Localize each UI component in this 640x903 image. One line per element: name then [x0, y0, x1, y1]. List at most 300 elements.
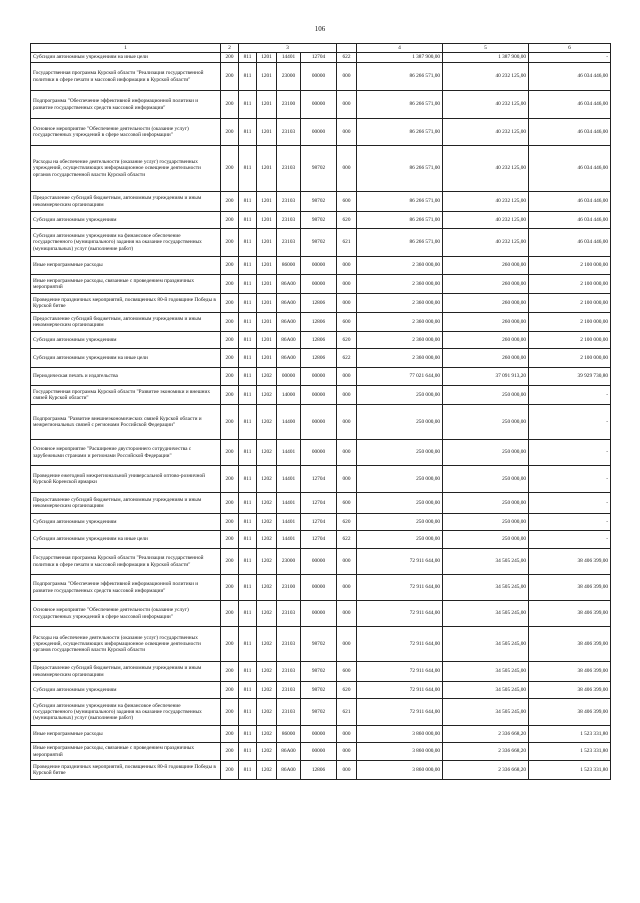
- cell-v1: 86 266 571,00: [357, 229, 443, 257]
- cell-c2: 811: [239, 257, 257, 275]
- cell-c6: 620: [337, 682, 357, 699]
- cell-c4: 14401: [277, 466, 301, 493]
- cell-name: Подпрограмма "Развитие внешнеэкономических связей Курской области и межрегиональных связей с регионами Российской Федерации": [31, 405, 221, 440]
- cell-c6: 000: [337, 549, 357, 575]
- cell-c6: 000: [337, 119, 357, 146]
- cell-c3: 1202: [257, 743, 277, 761]
- cell-v2: 2 336 668,20: [443, 743, 529, 761]
- cell-c4: 23100: [277, 91, 301, 119]
- cell-c6: 620: [337, 332, 357, 349]
- cell-c1: 200: [221, 349, 239, 368]
- cell-c5: 00000: [301, 601, 337, 627]
- cell-c6: 000: [337, 275, 357, 294]
- cell-v3: 46 034 446,00: [529, 146, 611, 192]
- cell-c1: 200: [221, 493, 239, 514]
- cell-c3: 1201: [257, 63, 277, 91]
- table-row: [31, 91, 611, 119]
- cell-v2: 260 000,00: [443, 275, 529, 294]
- cell-c6: 620: [337, 514, 357, 531]
- cell-c4: 23100: [277, 575, 301, 601]
- cell-c4: 23000: [277, 63, 301, 91]
- cell-c1: 200: [221, 514, 239, 531]
- cell-c1: 200: [221, 726, 239, 743]
- cell-c2: 811: [239, 601, 257, 627]
- cell-c6: 000: [337, 257, 357, 275]
- cell-name: Расходы на обеспечение деятельности (оказание услуг) государственных учреждений, осуществляющих информационное освещение деятельности органов государственной власти Курской области: [31, 627, 221, 662]
- cell-c4: 23000: [277, 549, 301, 575]
- cell-c4: 86А00: [277, 294, 301, 313]
- cell-c5: 12806: [301, 294, 337, 313]
- cell-c5: 98702: [301, 212, 337, 229]
- cell-v3: 46 034 446,00: [529, 212, 611, 229]
- cell-c3: 1201: [257, 192, 277, 212]
- header-row: [31, 44, 611, 53]
- cell-v1: 77 021 644,00: [357, 368, 443, 386]
- cell-v1: 86 266 571,00: [357, 212, 443, 229]
- cell-c3: 1202: [257, 627, 277, 662]
- cell-c2: 811: [239, 349, 257, 368]
- cell-name: Субсидии автономным учреждениям: [31, 682, 221, 699]
- cell-v2: 250 000,00: [443, 466, 529, 493]
- table-row: [31, 761, 611, 780]
- cell-c3: 1202: [257, 368, 277, 386]
- table-row: [31, 514, 611, 531]
- cell-c3: 1201: [257, 275, 277, 294]
- cell-name: Субсидии автономным учреждениям на иные цели: [31, 53, 221, 63]
- cell-c5: 12806: [301, 313, 337, 332]
- cell-c3: 1202: [257, 440, 277, 466]
- cell-v3: 38 406 399,00: [529, 601, 611, 627]
- cell-c4: 14401: [277, 53, 301, 63]
- cell-c3: 1202: [257, 575, 277, 601]
- table-row: [31, 386, 611, 405]
- cell-v2: 2 336 668,20: [443, 761, 529, 780]
- cell-v3: 46 034 446,00: [529, 63, 611, 91]
- cell-c3: 1202: [257, 386, 277, 405]
- table-row: [31, 682, 611, 699]
- cell-name: Субсидии автономным учреждениям на иные цели: [31, 349, 221, 368]
- cell-c4: 23103: [277, 229, 301, 257]
- cell-c6: 620: [337, 212, 357, 229]
- cell-c6: 000: [337, 726, 357, 743]
- cell-v1: 2 360 000,00: [357, 294, 443, 313]
- cell-name: Субсидии автономным учреждениям: [31, 332, 221, 349]
- cell-c2: 811: [239, 699, 257, 726]
- cell-c6: 000: [337, 575, 357, 601]
- cell-v1: 2 360 000,00: [357, 257, 443, 275]
- cell-v3: 38 406 399,00: [529, 682, 611, 699]
- cell-v2: 34 505 245,00: [443, 662, 529, 682]
- cell-v3: 46 034 446,00: [529, 119, 611, 146]
- cell-c3: 1201: [257, 294, 277, 313]
- cell-v2: 1 387 900,00: [443, 53, 529, 63]
- cell-v2: 40 232 125,00: [443, 192, 529, 212]
- cell-c3: 1202: [257, 549, 277, 575]
- header-col-4: 4: [357, 44, 443, 53]
- cell-c1: 200: [221, 368, 239, 386]
- cell-v2: 40 232 125,00: [443, 91, 529, 119]
- cell-c4: 14401: [277, 531, 301, 549]
- cell-v2: 34 505 245,00: [443, 601, 529, 627]
- cell-c3: 1201: [257, 146, 277, 192]
- table-row: [31, 575, 611, 601]
- cell-name: Предоставление субсидий бюджетным, автономным учреждениям и иным некоммерческим организациям: [31, 313, 221, 332]
- table-row: [31, 192, 611, 212]
- cell-c3: 1202: [257, 493, 277, 514]
- header-col-6: 6: [529, 44, 611, 53]
- cell-c6: 600: [337, 313, 357, 332]
- cell-v1: 86 266 571,00: [357, 91, 443, 119]
- cell-c6: 600: [337, 493, 357, 514]
- cell-c5: 98702: [301, 699, 337, 726]
- cell-c5: 00000: [301, 257, 337, 275]
- cell-v1: 250 000,00: [357, 466, 443, 493]
- cell-c4: 86А00: [277, 349, 301, 368]
- table-row: [31, 726, 611, 743]
- cell-c5: 98702: [301, 229, 337, 257]
- cell-c5: 00000: [301, 405, 337, 440]
- cell-v1: 2 360 000,00: [357, 275, 443, 294]
- cell-v3: 2 100 000,00: [529, 257, 611, 275]
- cell-c1: 200: [221, 332, 239, 349]
- cell-c2: 811: [239, 466, 257, 493]
- cell-c6: 000: [337, 91, 357, 119]
- cell-c5: 12704: [301, 493, 337, 514]
- cell-c1: 200: [221, 699, 239, 726]
- cell-c5: 00000: [301, 386, 337, 405]
- cell-v2: 260 000,00: [443, 349, 529, 368]
- cell-c5: 12704: [301, 531, 337, 549]
- cell-c5: 98702: [301, 627, 337, 662]
- cell-c2: 811: [239, 575, 257, 601]
- cell-v3: 46 034 446,00: [529, 229, 611, 257]
- cell-v1: 250 000,00: [357, 493, 443, 514]
- cell-c4: 14401: [277, 514, 301, 531]
- cell-c6: 000: [337, 386, 357, 405]
- cell-c3: 1202: [257, 514, 277, 531]
- cell-c6: 622: [337, 53, 357, 63]
- cell-c2: 811: [239, 212, 257, 229]
- cell-name: Основное мероприятие "Расширение двустороннего сотрудничества с зарубежными странами и регионами Российской Федерации": [31, 440, 221, 466]
- cell-c2: 811: [239, 192, 257, 212]
- cell-v3: -: [529, 514, 611, 531]
- cell-v3: -: [529, 53, 611, 63]
- cell-v2: 40 232 125,00: [443, 212, 529, 229]
- cell-name: Субсидии автономным учреждениям на финансовое обеспечение государственного (муниципального) задания на оказание государственных (муниципальных) услуг (выполнение работ): [31, 699, 221, 726]
- cell-c5: 12806: [301, 349, 337, 368]
- table-row: [31, 405, 611, 440]
- cell-v1: 86 266 571,00: [357, 119, 443, 146]
- cell-c3: 1202: [257, 662, 277, 682]
- cell-v1: 72 911 644,00: [357, 699, 443, 726]
- cell-v2: 40 232 125,00: [443, 229, 529, 257]
- cell-c5: 98702: [301, 682, 337, 699]
- cell-v2: 250 000,00: [443, 440, 529, 466]
- cell-v2: 40 232 125,00: [443, 63, 529, 91]
- cell-c6: 000: [337, 601, 357, 627]
- cell-name: Субсидии автономным учреждениям на финансовое обеспечение государственного (муниципального) задания на оказание государственных (муниципальных) услуг (выполнение работ): [31, 229, 221, 257]
- cell-name: Предоставление субсидий бюджетным, автономным учреждениям и иным некоммерческим организациям: [31, 192, 221, 212]
- table-row: [31, 662, 611, 682]
- cell-c6: 600: [337, 662, 357, 682]
- cell-c5: 00000: [301, 726, 337, 743]
- cell-c1: 200: [221, 601, 239, 627]
- cell-c4: 23103: [277, 119, 301, 146]
- cell-c1: 200: [221, 405, 239, 440]
- cell-v2: 260 000,00: [443, 332, 529, 349]
- cell-c4: 14401: [277, 440, 301, 466]
- cell-c3: 1201: [257, 119, 277, 146]
- table-row: [31, 63, 611, 91]
- page-number: 106: [314, 25, 326, 33]
- table-row: [31, 493, 611, 514]
- cell-v3: 2 100 000,00: [529, 332, 611, 349]
- table-row: [31, 601, 611, 627]
- cell-c6: 621: [337, 229, 357, 257]
- cell-c6: 621: [337, 699, 357, 726]
- cell-v3: 2 100 000,00: [529, 349, 611, 368]
- cell-c2: 811: [239, 405, 257, 440]
- cell-name: Проведение праздничных мероприятий, посвященных 80-й годовщине Победы в Курской битве: [31, 761, 221, 780]
- cell-v2: 250 000,00: [443, 531, 529, 549]
- cell-c6: 622: [337, 349, 357, 368]
- table-row: [31, 627, 611, 662]
- cell-c2: 811: [239, 531, 257, 549]
- cell-c2: 811: [239, 549, 257, 575]
- cell-c4: 86А00: [277, 332, 301, 349]
- cell-v3: -: [529, 493, 611, 514]
- cell-c4: 23103: [277, 699, 301, 726]
- table-row: [31, 531, 611, 549]
- cell-c5: 98702: [301, 662, 337, 682]
- cell-c2: 811: [239, 743, 257, 761]
- cell-c4: 00000: [277, 368, 301, 386]
- cell-v1: 72 911 644,00: [357, 682, 443, 699]
- cell-name: Расходы на обеспечение деятельности (оказание услуг) государственных учреждений, осуществляющих информационное освещение деятельности органов государственной власти Курской области: [31, 146, 221, 192]
- cell-c1: 200: [221, 91, 239, 119]
- cell-c4: 86000: [277, 257, 301, 275]
- table-row: [31, 368, 611, 386]
- cell-c5: 00000: [301, 275, 337, 294]
- cell-c4: 14401: [277, 493, 301, 514]
- cell-v1: 72 911 644,00: [357, 662, 443, 682]
- cell-c1: 200: [221, 440, 239, 466]
- cell-c1: 200: [221, 761, 239, 780]
- cell-v2: 34 505 245,00: [443, 549, 529, 575]
- cell-v3: 1 523 331,80: [529, 761, 611, 780]
- cell-name: Подпрограмма "Обеспечение эффективной информационной политики и развитие государственных средств массовой информации": [31, 91, 221, 119]
- cell-c6: 000: [337, 405, 357, 440]
- cell-c3: 1201: [257, 349, 277, 368]
- cell-v3: -: [529, 466, 611, 493]
- cell-c1: 200: [221, 531, 239, 549]
- cell-v1: 86 266 571,00: [357, 63, 443, 91]
- cell-c3: 1201: [257, 91, 277, 119]
- cell-v3: 38 406 399,00: [529, 627, 611, 662]
- cell-c2: 811: [239, 662, 257, 682]
- cell-c3: 1201: [257, 313, 277, 332]
- table-row: [31, 275, 611, 294]
- cell-name: Субсидии автономным учреждениям: [31, 514, 221, 531]
- cell-v2: 2 336 668,20: [443, 726, 529, 743]
- cell-c2: 811: [239, 514, 257, 531]
- cell-v3: 38 406 399,00: [529, 549, 611, 575]
- cell-c1: 200: [221, 275, 239, 294]
- cell-c2: 811: [239, 275, 257, 294]
- cell-c4: 86А00: [277, 761, 301, 780]
- cell-c6: 600: [337, 192, 357, 212]
- cell-name: Субсидии автономным учреждениям: [31, 212, 221, 229]
- cell-v3: -: [529, 440, 611, 466]
- cell-v2: 260 000,00: [443, 313, 529, 332]
- cell-c5: 00000: [301, 440, 337, 466]
- cell-c3: 1202: [257, 761, 277, 780]
- cell-c1: 200: [221, 63, 239, 91]
- cell-c5: 12806: [301, 332, 337, 349]
- cell-v1: 86 266 571,00: [357, 146, 443, 192]
- cell-v2: 250 000,00: [443, 405, 529, 440]
- cell-c4: 14000: [277, 386, 301, 405]
- cell-c3: 1201: [257, 332, 277, 349]
- cell-c5: 00000: [301, 63, 337, 91]
- cell-c1: 200: [221, 575, 239, 601]
- cell-c1: 200: [221, 662, 239, 682]
- cell-name: Подпрограмма "Обеспечение эффективной информационной политики и развитие государственных средств массовой информации": [31, 575, 221, 601]
- cell-v3: 1 523 331,80: [529, 726, 611, 743]
- cell-c3: 1201: [257, 53, 277, 63]
- cell-c6: 000: [337, 761, 357, 780]
- cell-c5: 00000: [301, 743, 337, 761]
- cell-c6: 000: [337, 440, 357, 466]
- cell-c1: 200: [221, 212, 239, 229]
- cell-name: Государственная программа Курской области "Реализация государственной политики в сфере печати и массовой информации в Курской области": [31, 63, 221, 91]
- cell-name: Предоставление субсидий бюджетным, автономным учреждениям и иным некоммерческим организациям: [31, 662, 221, 682]
- cell-v3: 38 406 399,00: [529, 662, 611, 682]
- cell-c1: 200: [221, 466, 239, 493]
- cell-v1: 250 000,00: [357, 440, 443, 466]
- cell-c2: 811: [239, 91, 257, 119]
- cell-v2: 34 505 245,00: [443, 627, 529, 662]
- cell-c3: 1202: [257, 466, 277, 493]
- cell-name: Иные непрограммные расходы, связанные с проведением праздничных мероприятий: [31, 275, 221, 294]
- cell-c4: 86А00: [277, 275, 301, 294]
- cell-c5: 00000: [301, 119, 337, 146]
- cell-c3: 1202: [257, 682, 277, 699]
- cell-c4: 23103: [277, 192, 301, 212]
- cell-name: Проведение праздничных мероприятий, посвященных 80-й годовщине Победы в Курской битве: [31, 294, 221, 313]
- cell-c5: 12806: [301, 761, 337, 780]
- cell-v1: 2 360 000,00: [357, 349, 443, 368]
- cell-c6: 622: [337, 531, 357, 549]
- cell-c6: 000: [337, 368, 357, 386]
- cell-c4: 14400: [277, 405, 301, 440]
- cell-c2: 811: [239, 682, 257, 699]
- table-row: [31, 119, 611, 146]
- table-row: [31, 743, 611, 761]
- table-row: [31, 466, 611, 493]
- cell-v1: 86 266 571,00: [357, 192, 443, 212]
- cell-c6: 000: [337, 294, 357, 313]
- cell-c3: 1201: [257, 257, 277, 275]
- cell-c1: 200: [221, 146, 239, 192]
- cell-c4: 86А00: [277, 743, 301, 761]
- table-body: [31, 53, 611, 780]
- table-row: [31, 229, 611, 257]
- cell-c1: 200: [221, 627, 239, 662]
- cell-v2: 37 091 913,20: [443, 368, 529, 386]
- cell-v1: 1 387 900,00: [357, 53, 443, 63]
- cell-c6: 000: [337, 63, 357, 91]
- cell-v1: 250 000,00: [357, 386, 443, 405]
- table-row: [31, 349, 611, 368]
- cell-c3: 1202: [257, 699, 277, 726]
- cell-v1: 250 000,00: [357, 531, 443, 549]
- header-col-2: 2: [221, 44, 239, 53]
- cell-c4: 23103: [277, 601, 301, 627]
- cell-v1: 2 360 000,00: [357, 332, 443, 349]
- cell-c2: 811: [239, 294, 257, 313]
- cell-c5: 12704: [301, 514, 337, 531]
- cell-v1: 3 860 000,00: [357, 761, 443, 780]
- cell-c2: 811: [239, 53, 257, 63]
- cell-name: Основное мероприятие "Обеспечение деятельности (оказание услуг) государственных учреждений в сфере массовой информации": [31, 119, 221, 146]
- cell-name: Иные непрограммные расходы, связанные с проведением праздничных мероприятий: [31, 743, 221, 761]
- cell-c6: 000: [337, 146, 357, 192]
- cell-v1: 250 000,00: [357, 405, 443, 440]
- cell-c1: 200: [221, 229, 239, 257]
- cell-c5: 00000: [301, 549, 337, 575]
- cell-c5: 12704: [301, 53, 337, 63]
- cell-c4: 23103: [277, 627, 301, 662]
- cell-c2: 811: [239, 332, 257, 349]
- cell-c3: 1202: [257, 601, 277, 627]
- cell-v2: 250 000,00: [443, 493, 529, 514]
- cell-c3: 1202: [257, 726, 277, 743]
- cell-c2: 811: [239, 368, 257, 386]
- cell-name: Иные непрограммные расходы: [31, 257, 221, 275]
- cell-v1: 72 911 644,00: [357, 575, 443, 601]
- cell-c1: 200: [221, 743, 239, 761]
- cell-v3: 38 406 399,00: [529, 575, 611, 601]
- table-row: [31, 549, 611, 575]
- cell-c1: 200: [221, 549, 239, 575]
- cell-v2: 34 505 245,00: [443, 699, 529, 726]
- cell-v2: 34 505 245,00: [443, 682, 529, 699]
- cell-v3: 46 034 446,00: [529, 192, 611, 212]
- cell-c4: 86А00: [277, 313, 301, 332]
- cell-c1: 200: [221, 386, 239, 405]
- cell-c5: 12704: [301, 466, 337, 493]
- cell-c2: 811: [239, 63, 257, 91]
- cell-c4: 23103: [277, 682, 301, 699]
- cell-c2: 811: [239, 440, 257, 466]
- table-row: [31, 294, 611, 313]
- cell-v1: 3 860 000,00: [357, 743, 443, 761]
- header-col-3: 3: [239, 44, 337, 53]
- cell-c4: 23103: [277, 662, 301, 682]
- cell-v3: 2 100 000,00: [529, 294, 611, 313]
- header-col-blank: [337, 44, 357, 53]
- header-col-5: 5: [443, 44, 529, 53]
- cell-c3: 1201: [257, 229, 277, 257]
- cell-v2: 40 232 125,00: [443, 119, 529, 146]
- cell-v3: -: [529, 531, 611, 549]
- header-col-1: 1: [31, 44, 221, 53]
- cell-c1: 200: [221, 313, 239, 332]
- cell-c2: 811: [239, 313, 257, 332]
- cell-name: Основное мероприятие "Обеспечение деятельности (оказание услуг) государственных учреждений в сфере массовой информации": [31, 601, 221, 627]
- table-row: [31, 313, 611, 332]
